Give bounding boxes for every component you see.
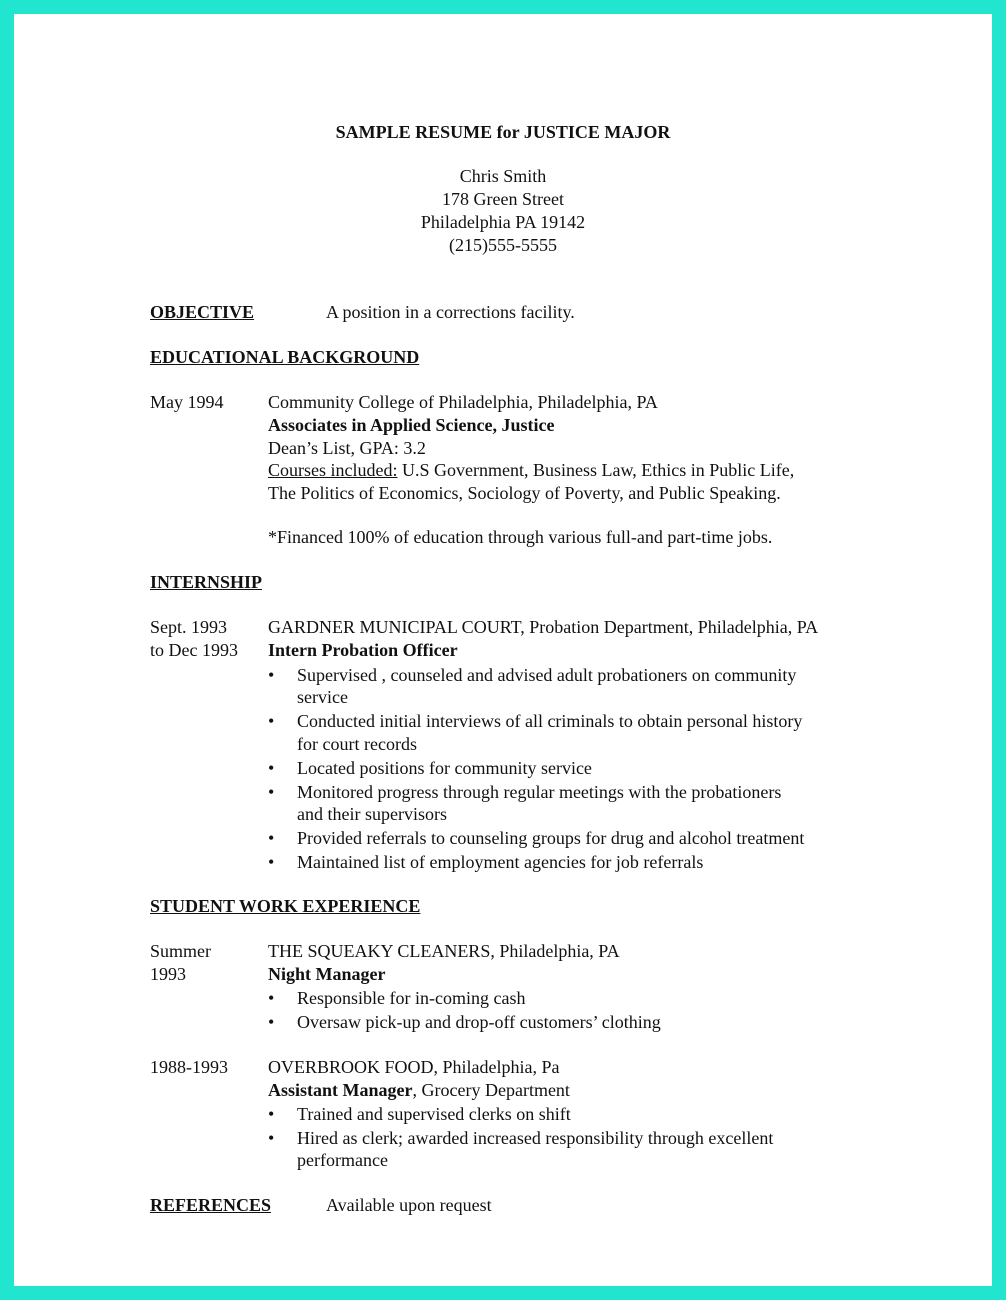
job2-bullet-2-cont: performance [297,1150,388,1170]
internship-bullet-4: Monitored progress through regular meetings with the probationers [297,782,782,802]
references-heading: REFERENCES [150,1195,272,1215]
job2-bullet-1: Trained and supervised clerks on shift [297,1104,571,1124]
job1-date-line2: 1993 [150,964,186,984]
job2-role-rest: , Grocery Department [412,1080,570,1100]
internship-bullet-2-cont: for court records [297,734,417,754]
job1-bullet-2: Oversaw pick-up and drop-off customers’ clothing [297,1012,661,1032]
job2-bullet-2: Hired as clerk; awarded increased responsibility through excellent [297,1128,774,1148]
bullet-icon: • [268,758,275,778]
job2-date: 1988-1993 [150,1057,228,1077]
objective-text: A position in a corrections facility. [326,302,575,322]
education-financed: *Financed 100% of education through various full-and part-time jobs. [268,527,773,547]
bullet-icon: • [268,1128,275,1148]
internship-heading: INTERNSHIP [150,572,263,592]
internship-employer-name: GARDNER MUNICIPAL COURT [268,617,521,637]
education-heading: EDUCATIONAL BACKGROUND [150,347,420,367]
courses-line1: U.S Government, Business Law, Ethics in Public Life, [397,460,795,480]
internship-bullet-2: Conducted initial interviews of all criminals to obtain personal history [297,711,803,731]
education-degree: Associates in Applied Science, Justice [268,415,555,435]
bullet-icon: • [268,782,275,802]
education-honors: Dean’s List, GPA: 3.2 [268,438,426,458]
education-date: May 1994 [150,392,224,412]
job2-employer: OVERBROOK FOOD, Philadelphia, Pa [268,1057,560,1077]
internship-date-line2: to Dec 1993 [150,640,238,660]
internship-bullet-3: Located positions for community service [297,758,592,778]
job1-employer: THE SQUEAKY CLEANERS, Philadelphia, PA [268,941,620,961]
bullet-icon: • [268,665,275,685]
objective-heading: OBJECTIVE [150,302,255,322]
internship-employer [268,616,818,639]
contact-name: Chris Smith [459,166,547,186]
job1-role: Night Manager [268,964,386,984]
bullet-icon: • [268,828,275,848]
education-school: Community College of Philadelphia, Philadelphia, PA [268,392,658,412]
contact-street: 178 Green Street [442,189,564,209]
bullet-icon: • [268,1012,275,1032]
internship-bullet-1: Supervised , counseled and advised adult probationers on community [297,665,797,685]
contact-city: Philadelphia PA 19142 [420,212,586,232]
job2-role: Assistant Manager [268,1080,413,1100]
job2-role-line [268,1079,570,1102]
bullet-icon: • [268,852,275,872]
internship-date-line1: Sept. 1993 [150,617,228,637]
job1-date-line1: Summer [150,941,211,961]
internship-bullet-1-cont: service [297,687,348,707]
contact-phone: (215)555-5555 [449,235,557,255]
bullet-icon: • [268,711,275,731]
work-heading: STUDENT WORK EXPERIENCE [150,896,421,916]
internship-employer-rest: , Probation Department, Philadelphia, PA [520,617,819,637]
job1-bullet-1: Responsible for in-coming cash [297,988,526,1008]
bullet-icon: • [268,1104,275,1124]
education-courses [268,459,794,482]
resume-title: SAMPLE RESUME for JUSTICE MAJOR [335,122,671,142]
internship-role: Intern Probation Officer [268,640,458,660]
bullet-icon: • [268,988,275,1008]
courses-label: Courses included: [268,460,398,480]
internship-bullet-6: Maintained list of employment agencies for job referrals [297,852,704,872]
internship-bullet-5: Provided referrals to counseling groups for drug and alcohol treatment [297,828,805,848]
internship-bullet-4-cont: and their supervisors [297,804,447,824]
references-text: Available upon request [326,1195,492,1215]
courses-line2: The Politics of Economics, Sociology of Poverty, and Public Speaking. [268,483,781,503]
